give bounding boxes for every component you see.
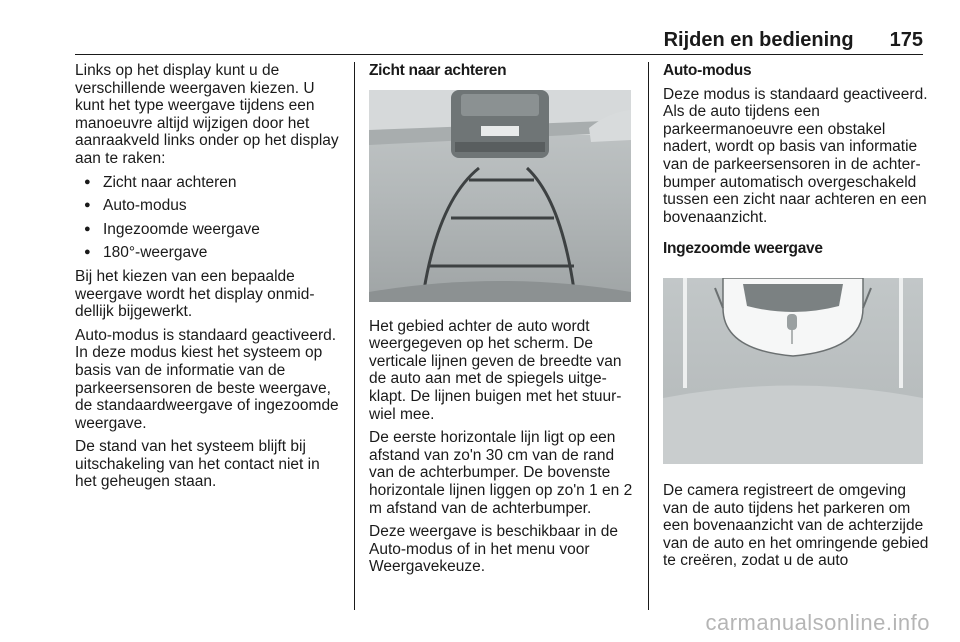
list-item: ● 180°-weergave bbox=[75, 244, 343, 262]
column-divider bbox=[354, 62, 355, 610]
view-options-list bbox=[75, 174, 343, 262]
subheading-auto-mode: Auto-modus bbox=[663, 62, 752, 79]
paragraph: Auto-modus is standaard geactiveerd. In deze modus kiest het systeem op basis van de informatie van de parkeersensoren de beste weergave, de standaardweergave of ingezoomde weergave. bbox=[75, 326, 339, 432]
list-item: ● Zicht naar achteren bbox=[75, 174, 343, 192]
paragraph: Het gebied achter de auto wordt weergegeven op het scherm. De verticale lijnen geven de breedte van de auto aan met de spiegels uitgeklapt. De lijnen buigen met het stuurwiel mee. bbox=[369, 317, 622, 423]
list-item: ● Ingezoomde weergave bbox=[75, 221, 343, 239]
column-right bbox=[663, 62, 929, 576]
column-divider bbox=[648, 62, 649, 610]
list-item: ● Auto-modus bbox=[75, 197, 343, 215]
paragraph: De camera registreert de omgeving van de auto tijdens het parkeren om een bovenaanzicht van de achterzijde van de auto en het omringende gebied te creëren, zodat u de auto bbox=[663, 481, 929, 570]
column-left bbox=[75, 62, 343, 497]
zoomed-top-view-image bbox=[663, 278, 923, 464]
subheading-zoomed-view: Ingezoomde weergave bbox=[663, 240, 823, 258]
paragraph: Bij het kiezen van een bepaalde weergave wordt het display onmiddellijk bijgewerkt. bbox=[75, 267, 315, 321]
paragraph: Deze modus is standaard geactiveerd. Als de auto tijdens een parkeermanoeuvre een obstakel nadert, wordt op basis van informatie van de parkeersensoren in de achterbumper automatisch overgeschakeld tussen een zicht naar achteren en een bovenaanzicht. bbox=[663, 85, 928, 226]
paragraph: Deze weergave is beschikbaar in de Auto-modus of in het menu voor Weergavekeuze. bbox=[369, 523, 618, 576]
section-title: Rijden en bediening bbox=[663, 29, 854, 51]
paragraph: De eerste horizontale lijn ligt op een afstand van zo'n 30 cm van de rand van de achterbumper. De bovenste horizontale lijnen liggen op zo'n 1 en 2 m afstand van de achterbumper. bbox=[369, 429, 633, 517]
paragraph: De stand van het systeem blijft bij uitschakeling van het contact niet in het geheugen staan. bbox=[75, 438, 320, 491]
watermark: carmanualsonline.info bbox=[705, 610, 930, 635]
page-number: 175 bbox=[889, 29, 923, 51]
paragraph: Links op het display kunt u de verschillende weergaven kiezen. U kunt het type weergave tijdens een manoeuvre altijd wijzigen door het aanraakveld links onder op het display aan te raken: bbox=[75, 62, 339, 167]
page-header bbox=[75, 22, 923, 55]
subheading-rear-view: Zicht naar achteren bbox=[369, 62, 507, 79]
rear-view-camera-image bbox=[369, 90, 631, 302]
column-middle bbox=[369, 62, 635, 582]
